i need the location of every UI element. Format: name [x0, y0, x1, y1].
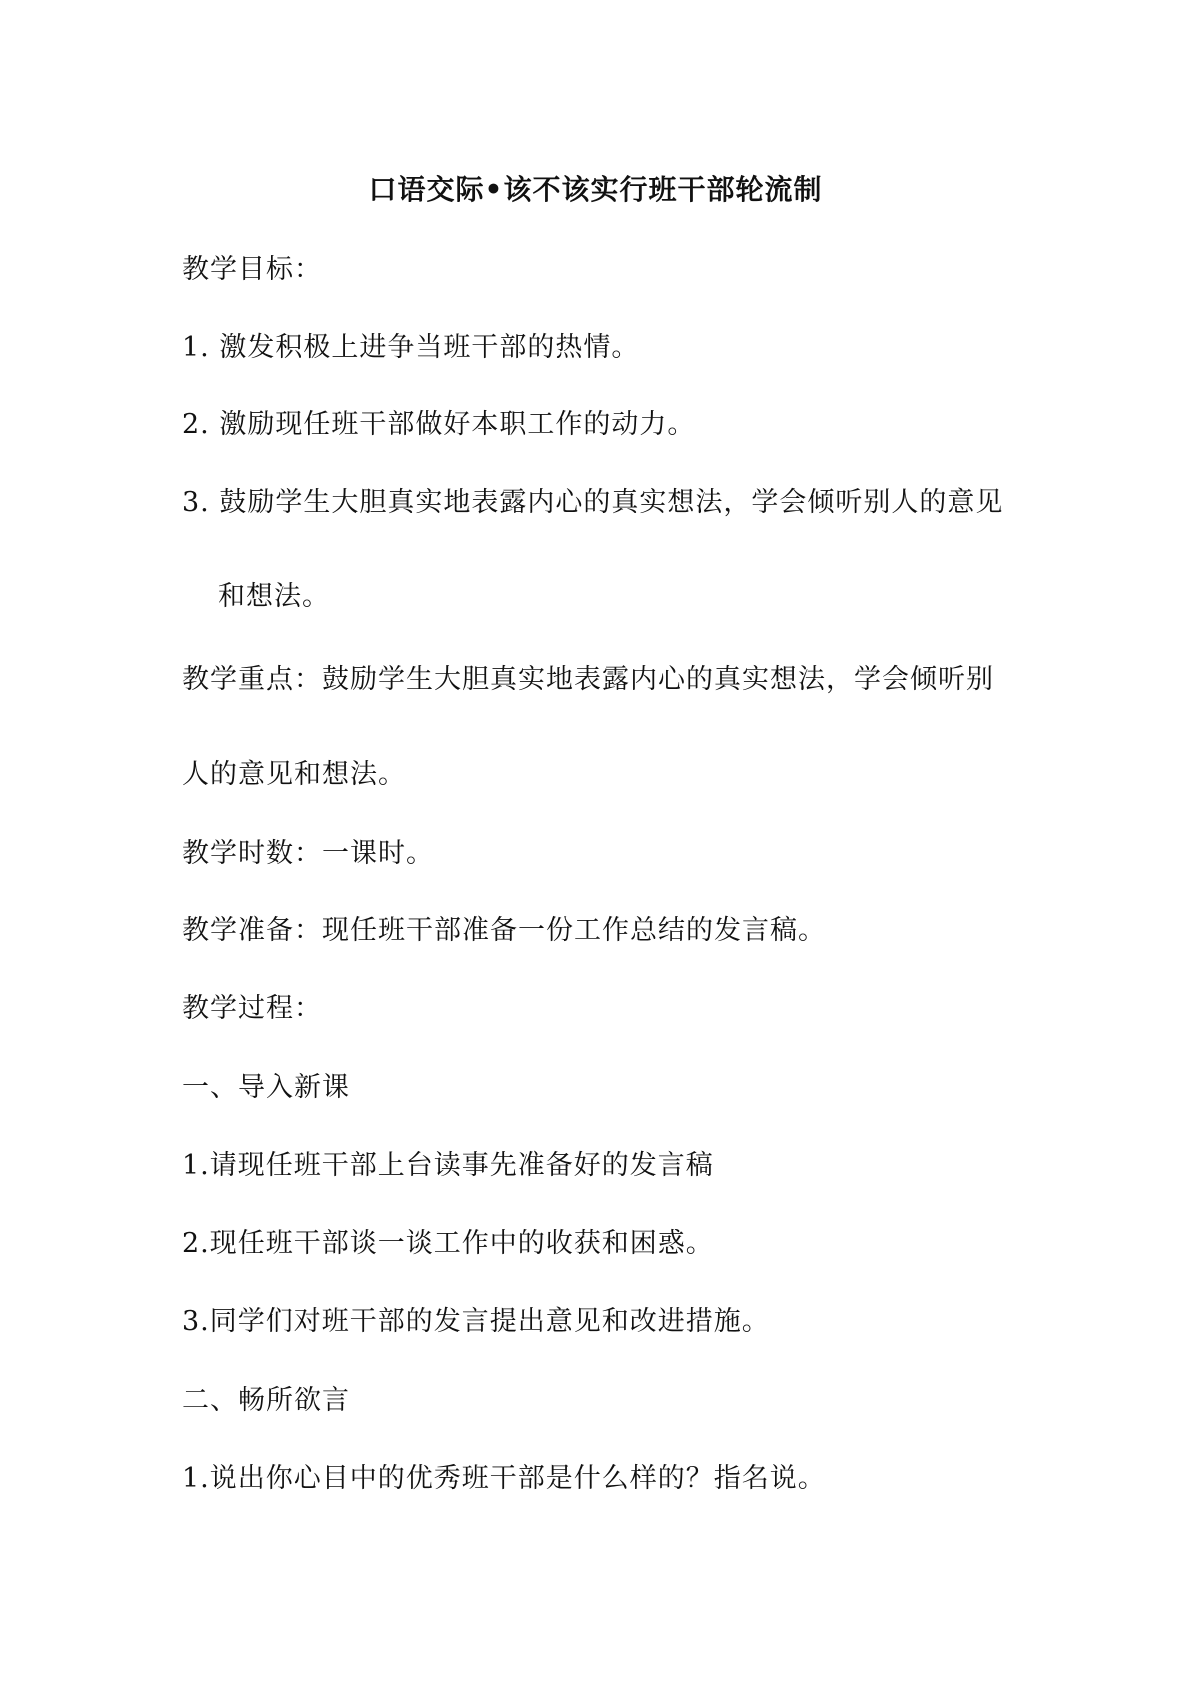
- objective-item-3: 3. 鼓励学生大胆真实地表露内心的真实想法，学会倾听别人的意见: [182, 487, 1004, 518]
- process-section-1-item-1: 1.请现任班干部上台读事先准备好的发言稿: [182, 1150, 714, 1181]
- key-point-line-1: 教学重点：鼓励学生大胆真实地表露内心的真实想法，学会倾听别: [182, 664, 994, 695]
- objective-item-2: 2. 激励现任班干部做好本职工作的动力。: [182, 409, 696, 440]
- objective-item-1: 1. 激发积极上进争当班干部的热情。: [182, 332, 640, 363]
- process-section-1-heading: 一、导入新课: [182, 1072, 350, 1103]
- process-section-2-heading: 二、畅所欲言: [182, 1385, 350, 1416]
- key-point-line-2: 人的意见和想法。: [182, 759, 406, 790]
- section-heading-process: 教学过程：: [182, 993, 322, 1024]
- process-section-2-item-1: 1.说出你心目中的优秀班干部是什么样的？指名说。: [182, 1463, 826, 1494]
- teaching-hours: 教学时数：一课时。: [182, 838, 434, 869]
- teaching-preparation: 教学准备：现任班干部准备一份工作总结的发言稿。: [182, 915, 826, 946]
- process-section-1-item-3: 3.同学们对班干部的发言提出意见和改进措施。: [182, 1306, 770, 1337]
- document-title: 口语交际•该不该实行班干部轮流制: [368, 173, 823, 206]
- process-section-1-item-2: 2.现任班干部谈一谈工作中的收获和困惑。: [182, 1228, 714, 1259]
- objective-item-3-continued: 和想法。: [218, 581, 330, 612]
- section-heading-objectives: 教学目标：: [182, 254, 322, 285]
